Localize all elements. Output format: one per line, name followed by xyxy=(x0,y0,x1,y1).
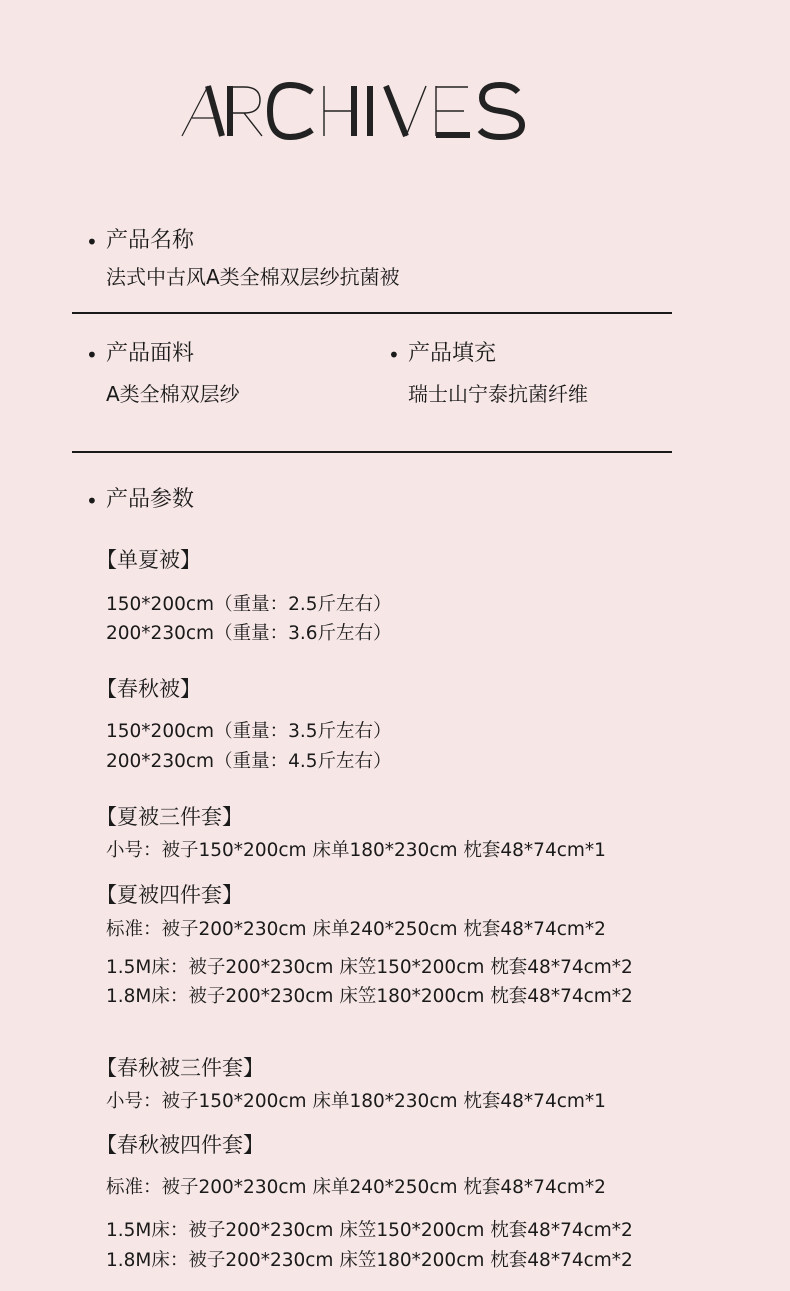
product-name-value: 法式中古风A类全棉双层纱抗菌被 xyxy=(106,265,400,289)
spec-line: 150*200cm（重量：2.5斤左右） xyxy=(106,594,392,615)
divider xyxy=(72,312,672,314)
spec-line: 标准：被子200*230cm 床单240*250cm 枕套48*74cm*2 xyxy=(106,1177,606,1198)
group-title-spring-autumn-4pc: 【春秋被四件套】 xyxy=(96,1133,264,1157)
bullet-dot: • xyxy=(86,489,98,513)
spec-line: 200*230cm（重量：3.6斤左右） xyxy=(106,623,392,644)
spec-line: 1.8M床：被子200*230cm 床笠180*200cm 枕套48*74cm*2 xyxy=(106,1250,633,1271)
spec-line: 200*230cm（重量：4.5斤左右） xyxy=(106,751,392,772)
fabric-label: 产品面料 xyxy=(106,341,195,366)
spec-line: 1.5M床：被子200*230cm 床笠150*200cm 枕套48*74cm*2 xyxy=(106,957,633,978)
params-label: 产品参数 xyxy=(106,487,195,512)
spec-line: 150*200cm（重量：3.5斤左右） xyxy=(106,721,392,742)
divider xyxy=(72,451,672,453)
archives-logo xyxy=(178,78,530,142)
product-name-label: 产品名称 xyxy=(106,228,195,253)
logo-mark xyxy=(178,78,530,142)
spec-line: 1.5M床：被子200*230cm 床笠150*200cm 枕套48*74cm*2 xyxy=(106,1220,633,1241)
group-title-single-summer: 【单夏被】 xyxy=(96,548,201,572)
spec-line: 标准：被子200*230cm 床单240*250cm 枕套48*74cm*2 xyxy=(106,919,606,940)
group-title-spring-autumn: 【春秋被】 xyxy=(96,677,201,701)
bullet-dot: • xyxy=(86,343,98,367)
filling-label: 产品填充 xyxy=(408,341,497,366)
spec-line: 小号：被子150*200cm 床单180*230cm 枕套48*74cm*1 xyxy=(106,1091,606,1112)
group-title-spring-autumn-3pc: 【春秋被三件套】 xyxy=(96,1056,264,1080)
spec-line: 小号：被子150*200cm 床单180*230cm 枕套48*74cm*1 xyxy=(106,840,606,861)
spec-line: 1.8M床：被子200*230cm 床笠180*200cm 枕套48*74cm*2 xyxy=(106,986,633,1007)
group-title-summer-3pc: 【夏被三件套】 xyxy=(96,805,243,829)
filling-value: 瑞士山宁泰抗菌纤维 xyxy=(408,382,588,406)
fabric-value: A类全棉双层纱 xyxy=(106,382,240,406)
bullet-dot: • xyxy=(388,343,400,367)
bullet-dot: • xyxy=(86,230,98,254)
group-title-summer-4pc: 【夏被四件套】 xyxy=(96,883,243,907)
